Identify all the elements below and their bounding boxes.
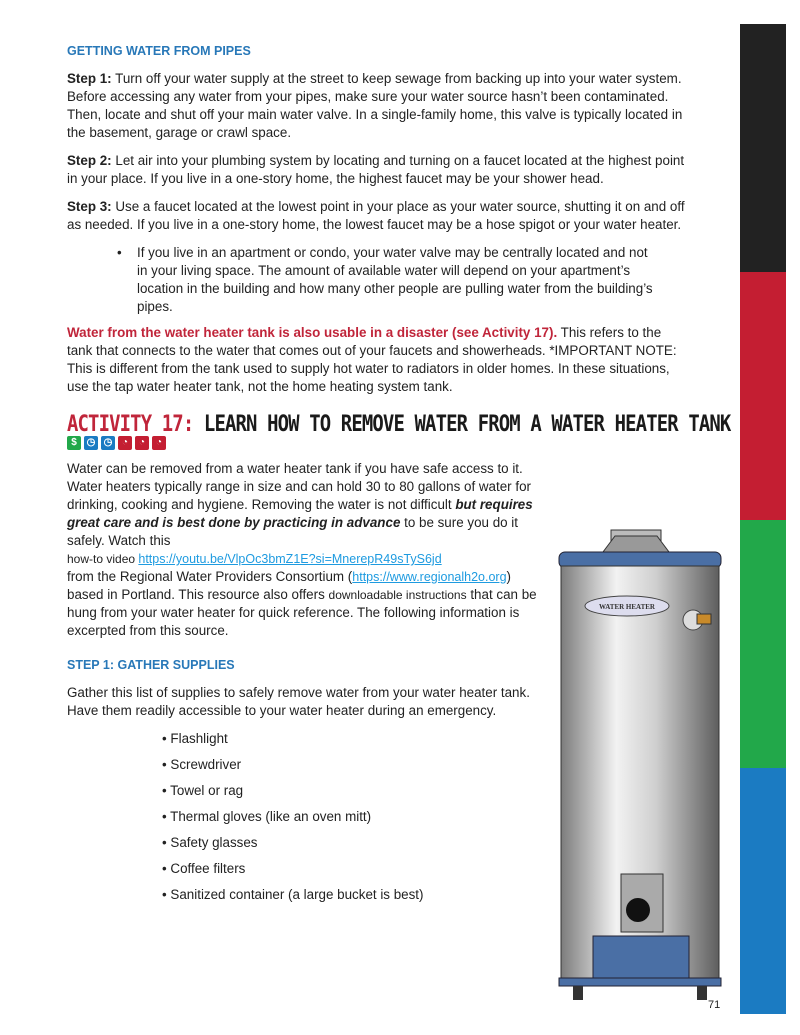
activity-intro: Water can be removed from a water heater tank if you have safe access to it. Water heaters typically range in size and can hold 30 to 80 gallons of water for drinking, cooking and hygiene. Removing the water is not difficult but requires great care and is best done by practicing in advance to be sure you do it safely. Watch this how-to video https://youtu.be/VlpOc3bmZ1E?si=MnerepR49sTyS6jd from the Regional Water Providers Consortium (https://www.regionalh2o.org) based in Portland. This resource also offers downloadable instructions that can be hung from your water heater for quick reference. The following information is excerpted from this source. STEP 1: GATHER SUPPLIES Gather this list of supplies to safely remove water from your water heater tank. Have them readily accessible to your water heater during an emergency. bbox=[67, 461, 537, 718]
video-link[interactable]: https://youtu.be/VlpOc3bmZ1E?si=MnerepR49sTyS6jd bbox=[138, 552, 442, 566]
tab-blue bbox=[740, 768, 786, 1014]
cost-icon: $ bbox=[67, 436, 81, 450]
water-heater-note: Water from the water heater tank is also usable in a disaster (see Activity 17). This refers to the tank that connects to the water that comes out of your faucets and showerheads. *IMPORTANT NOTE: This is different from the tank used to supply hot water to radiators in older homes. In these situations, use the tap water heater tank, not the home heating system tank. bbox=[67, 325, 677, 394]
list-item: • Thermal gloves (like an oven mitt) bbox=[162, 808, 687, 826]
difficulty-icon: ◔ bbox=[152, 436, 166, 450]
activity-icons bbox=[67, 436, 687, 450]
time-icon: ◷ bbox=[101, 436, 115, 450]
page-number: 71 bbox=[708, 999, 721, 1011]
relief-pipe bbox=[697, 614, 711, 624]
list-item: • Flashlight bbox=[162, 730, 687, 748]
step-3-paragraph: Step 3: Use a faucet located at the lowest point in your place as your water source, shutting it on and off as needed. If you live in a one-story home, the lowest faucet may be a hose spigot or your water heater. bbox=[67, 199, 685, 232]
leg bbox=[697, 986, 707, 1000]
tank-base bbox=[559, 978, 721, 986]
leg bbox=[573, 986, 583, 1000]
time-icon: ◷ bbox=[84, 436, 98, 450]
control-knob bbox=[626, 898, 650, 922]
water-heater-illustration bbox=[545, 522, 735, 1004]
apartment-bullet: • If you live in an apartment or condo, your water valve may be centrally located and not in your living space. The amount of available water will depend on your apartment’s location in the building and how many other people are pulling water from the building’s pipes. bbox=[117, 244, 657, 316]
bottom-panel bbox=[593, 936, 689, 982]
list-item: • Screwdriver bbox=[162, 756, 687, 774]
tab-black bbox=[740, 24, 786, 272]
consortium-link[interactable]: https://www.regionalh2o.org bbox=[352, 570, 507, 584]
list-item: • Towel or rag bbox=[162, 782, 687, 800]
step-2-paragraph: Step 2: Let air into your plumbing system by locating and turning on a faucet located at the highest point in your place. If you live in a one-story home, the highest faucet may be your shower head. bbox=[67, 153, 685, 186]
step-1-heading: STEP 1: GATHER SUPPLIES bbox=[67, 658, 235, 672]
color-tab-bar bbox=[740, 24, 786, 1014]
gather-paragraph: Gather this list of supplies to safely remove water from your water heater tank. Have them readily accessible to your water heater during an emergency. bbox=[67, 685, 530, 718]
difficulty-icon: ◔ bbox=[135, 436, 149, 450]
difficulty-icon: ◔ bbox=[118, 436, 132, 450]
list-item: • Coffee filters bbox=[162, 860, 687, 878]
label-text: WATER HEATER bbox=[599, 603, 655, 611]
activity-title: ACTIVITY 17: LEARN HOW TO REMOVE WATER FROM A WATER HEATER TANK bbox=[67, 412, 731, 437]
list-item: • Sanitized container (a large bucket is best) bbox=[162, 886, 687, 904]
tab-green bbox=[740, 520, 786, 768]
section-heading: GETTING WATER FROM PIPES bbox=[67, 44, 251, 58]
vent-hood bbox=[603, 536, 669, 552]
list-item: • Safety glasses bbox=[162, 834, 687, 852]
apartment-bullet-list bbox=[67, 244, 687, 316]
step-1-paragraph: Step 1: Turn off your water supply at the street to keep sewage from backing up into your water system. Before accessing any water from your pipes, make sure your water source hasn’t been contaminated. Then, locate and shut off your main water valve. In a single-family home, this valve is typically located in the basement, garage or crawl space. bbox=[67, 71, 683, 140]
tab-red bbox=[740, 272, 786, 520]
